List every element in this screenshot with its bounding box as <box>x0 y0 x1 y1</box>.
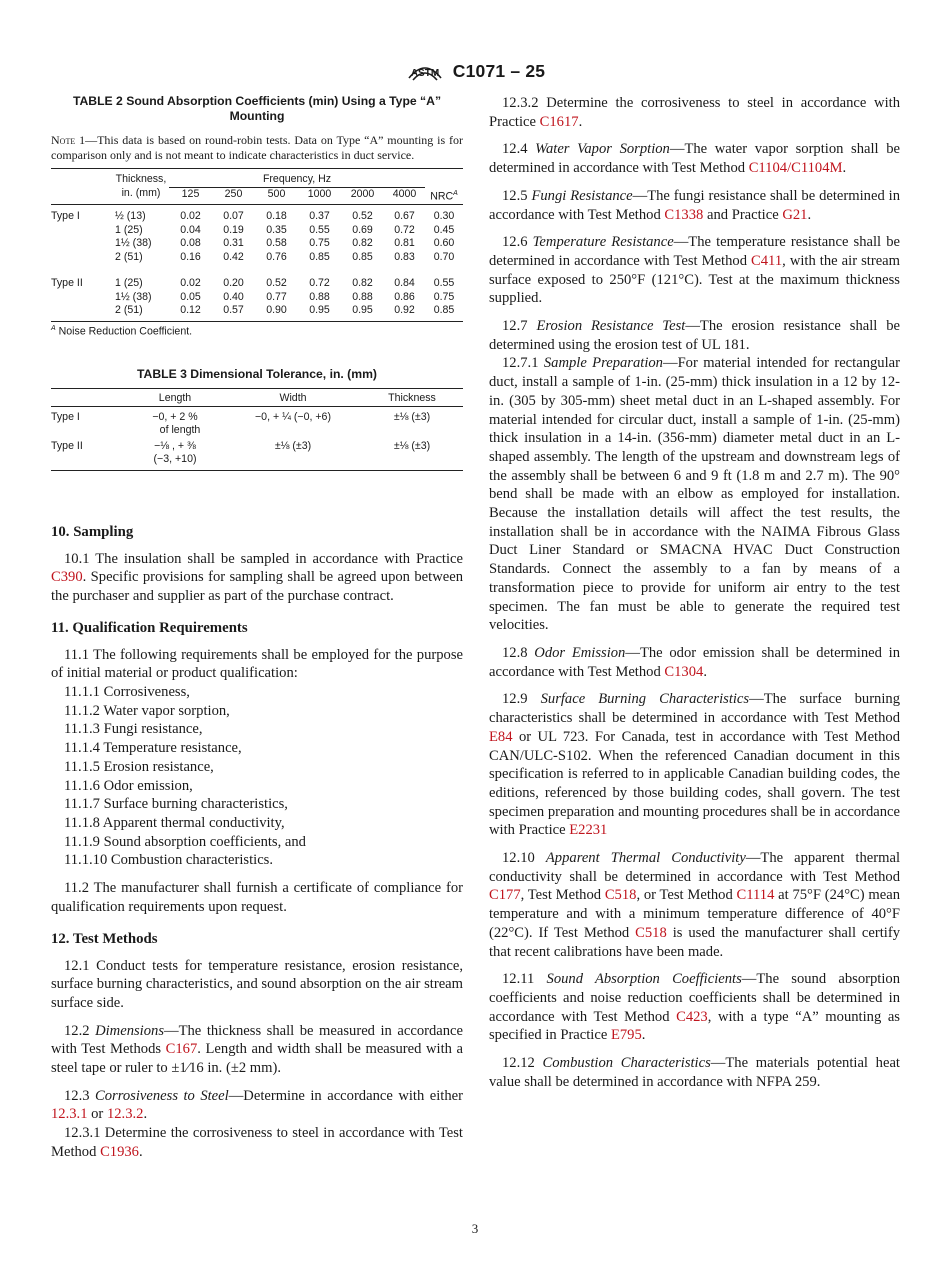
para-12-9: 12.9 Surface Burning Characteristics—The surface burning characteristics shall be determined in accordance with Test Method E84 or UL 723. For Canada, test in accordance with Test Method CAN/ULC-S102. When the referenced Canadian document in this specification is referred to in applicable Canadian building codes, the editions, referenced by those building codes, shall govern. The test specimen preparation and mounting procedures shall be in accordance with Practice E2231 <box>489 691 900 839</box>
para-12-5: 12.5 Fungi Resistance—The fungi resistance shall be determined in accordance with Test Method C1338 and Practice G21. <box>489 187 900 223</box>
table-cell: 0.75 <box>433 290 455 303</box>
list-item: 11.1.3 Fungi resistance, <box>64 721 203 738</box>
list-item: 11.1.6 Odor emission, <box>64 777 193 794</box>
para-12-4: 12.4 Water Vapor Sorption—The water vapor sorption shall be determined in accordance with Test Method C1104/C1104M. <box>489 141 900 177</box>
table2-thickness-header: Thickness, <box>115 173 167 185</box>
table-row <box>51 264 463 291</box>
freq-header: 250 <box>224 187 243 200</box>
section-10-title: 10. Sampling <box>51 523 134 540</box>
table-cell: 0.92 <box>394 304 415 317</box>
ref-c518-link[interactable]: C518 <box>635 924 667 941</box>
table-cell: 0.69 <box>352 223 373 236</box>
table2-note: Note 1—This data is based on round-robin tests. Data on Type “A” mounting is for comparison only and is not meant to indicate characteristics in duct service. <box>51 133 464 162</box>
para-12-10: 12.10 Apparent Thermal Conductivity—The apparent thermal conductivity shall be determined in accordance with Test Method C177, Test Method C518, or Test Method C1114 at 75°F (24°C) mean temperature and with a minimum temperature difference of 40°F (22°C). If Test Method C518 is used the manufacturer shall certify that recent calibrations have been made. <box>489 850 901 960</box>
table-cell: 0.55 <box>309 223 330 236</box>
list-item: 11.1.7 Surface burning characteristics, <box>64 796 288 813</box>
table-cell: 0.84 <box>394 277 415 290</box>
table-cell: 1½ (38) <box>115 290 152 303</box>
table-cell: 0.95 <box>352 304 373 317</box>
ref-c518-link[interactable]: C518 <box>604 887 637 904</box>
list-item: 11.1.1 Corrosiveness, <box>64 684 190 701</box>
table-cell: 0.58 <box>266 237 287 250</box>
ref-c1104-link[interactable]: C1104/C1104M <box>748 160 843 177</box>
table-cell: 0.70 <box>433 250 455 263</box>
table-cell: 0.95 <box>309 304 330 317</box>
table2-frequency-header: Frequency, Hz <box>169 169 425 188</box>
table-row <box>51 205 463 224</box>
ref-e84-link[interactable]: E84 <box>489 728 513 745</box>
section-11-title: 11. Qualification Requirements <box>51 619 248 636</box>
para-11-1: 11.1 The following requirements shall be employed for the purpose of initial material or product qualification: <box>51 646 463 682</box>
table-cell: 0.52 <box>352 210 373 223</box>
para-12-12: 12.12 Combustion Characteristics—The materials potential heat value shall be determined in accordance with NFPA 259. <box>489 1055 900 1090</box>
table-cell: 0.52 <box>266 277 287 290</box>
table-row: Type I −0, + 2 % of length −0, + ¼ (−0, +6) ±⅛ (±3) <box>51 410 431 437</box>
ref-c1304-link[interactable]: C1304 <box>664 663 704 680</box>
row-group-label: Type I <box>51 210 80 223</box>
ref-c1338-link[interactable]: C1338 <box>664 206 704 223</box>
table-cell: 1 (25) <box>115 223 143 236</box>
para-12-3-1: 12.3.1 Determine the corrosiveness to steel in accordance with Test Method C1936. <box>51 1125 463 1160</box>
svg-text:ASTM: ASTM <box>410 68 439 79</box>
table-cell: 0.07 <box>223 210 244 223</box>
table-cell: 0.86 <box>394 290 415 303</box>
table-cell: 0.16 <box>180 250 201 263</box>
table3-header: Thickness <box>388 392 436 405</box>
para-11-2: 11.2 The manufacturer shall furnish a certificate of compliance for qualification requirements upon request. <box>51 880 463 915</box>
ref-c177-link[interactable]: C177 <box>489 887 521 904</box>
table-cell: 0.02 <box>180 210 201 223</box>
para-12-8: 12.8 Odor Emission—The odor emission shall be determined in accordance with Test Method C1304. <box>489 644 900 680</box>
table-cell: 0.08 <box>180 237 201 250</box>
table-cell: 2 (51) <box>115 250 143 263</box>
left-column <box>51 94 463 1162</box>
freq-header: 2000 <box>350 187 375 200</box>
ref-12-3-2-link[interactable]: 12.3.2 <box>106 1106 144 1123</box>
astm-logo-icon <box>405 56 445 86</box>
table2-footnote: $^A$ Noise Reduction Coefficient. <box>51 324 193 338</box>
table3-header: Width <box>279 392 307 405</box>
table-cell: 0.35 <box>266 223 287 236</box>
ref-c1936-link[interactable]: C1936 <box>100 1143 139 1160</box>
ref-c411-link[interactable]: C411 <box>751 252 783 269</box>
table-row <box>51 251 463 265</box>
table-cell: 0.37 <box>309 210 330 223</box>
freq-header: 500 <box>267 187 286 200</box>
section-12-title: 12. Test Methods <box>51 930 158 947</box>
freq-header: 4000 <box>392 187 417 200</box>
para-12-3: 12.3 Corrosiveness to Steel—Determine in accordance with either 12.3.1 or 12.3.2. <box>51 1087 463 1123</box>
row-group-label <box>51 291 113 305</box>
table-cell: 1 (25) <box>115 277 143 290</box>
para-12-7: 12.7 Erosion Resistance Test—The erosion resistance shall be determined using the erosion test of UL 181. <box>489 318 901 353</box>
table-cell: 0.30 <box>433 210 455 223</box>
list-item: 11.1.4 Temperature resistance, <box>64 740 242 757</box>
qualification-list <box>51 683 463 870</box>
row-group-label <box>51 251 113 265</box>
table-cell: 0.88 <box>309 290 330 303</box>
table2-thickness-unit: in. (mm) <box>121 187 161 199</box>
table-cell: 0.02 <box>180 277 201 290</box>
table-row <box>51 304 463 321</box>
row-group-label <box>51 224 113 238</box>
table-row <box>51 237 463 251</box>
list-item: 11.1.10 Combustion characteristics. <box>64 852 274 869</box>
para-12-11: 12.11 Sound Absorption Coefficients—The sound absorption coefficients and noise reduction coefficients shall be determined in accordance with Test Method C423, with a type “A” mounting as specified in Practice E795. <box>489 971 900 1044</box>
table-cell: 0.40 <box>223 290 244 303</box>
table-cell: 0.85 <box>309 250 330 263</box>
table-cell: 0.20 <box>223 277 244 290</box>
table3-header <box>51 389 125 407</box>
nrc-header: $NRC^A$ <box>430 190 458 203</box>
table-cell: 0.76 <box>266 250 287 263</box>
table-cell: 0.12 <box>180 304 201 317</box>
ref-e2231-link[interactable]: E2231 <box>569 822 608 839</box>
page-number: 3 <box>471 1221 479 1236</box>
table-cell: 0.18 <box>266 210 287 223</box>
table-cell: 0.75 <box>309 237 330 250</box>
ref-12-3-1-link[interactable]: 12.3.1 <box>51 1106 88 1123</box>
ref-c423-link[interactable]: C423 <box>676 1008 708 1025</box>
table2 <box>51 168 463 322</box>
table-cell: 0.55 <box>433 277 455 290</box>
table-cell: 0.82 <box>352 277 373 290</box>
ref-c167-link[interactable]: C167 <box>165 1041 198 1058</box>
table-cell: 0.04 <box>180 223 201 236</box>
row-group-label: Type II <box>51 277 83 290</box>
list-item: 11.1.2 Water vapor sorption, <box>64 702 230 719</box>
table-cell: 1½ (38) <box>115 237 152 250</box>
table-cell: 0.67 <box>394 210 415 223</box>
table-cell: 0.81 <box>394 237 415 250</box>
right-column <box>489 94 900 1091</box>
table-cell: 0.83 <box>394 250 415 263</box>
freq-header: 1000 <box>307 187 332 200</box>
table-cell: 0.77 <box>266 290 287 303</box>
list-item: 11.1.9 Sound absorption coefficients, and <box>64 833 306 850</box>
table-cell: 0.42 <box>223 250 244 263</box>
page-header <box>0 56 950 86</box>
table3-header: Length <box>158 392 192 405</box>
standard-designation: C1071 – 25 <box>452 60 546 81</box>
row-group-label <box>51 237 113 251</box>
table-cell: ½ (13) <box>115 210 146 223</box>
para-12-6: 12.6 Temperature Resistance—The temperature resistance shall be determined in accordance with Test Method C411, with the air stream surface exposed to 250°F (121°C). Test at the maximum thickness supplied. <box>489 234 900 307</box>
table2-caption: TABLE 2 Sound Absorption Coefficients (min) Using a Type “A” Mounting <box>72 94 442 123</box>
para-12-2: 12.2 Dimensions—The thickness shall be measured in accordance with Test Methods C167. Length and width shall be measured with a steel tape or ruler to ±1⁄16 in. (±2 mm). <box>51 1022 464 1077</box>
para-12-7-1: 12.7.1 Sample Preparation—For material intended for rectangular duct, install a sample of 1-in. (25-mm) thick insulation in a 12 by 12-in. (305 by 305-mm) sheet metal duct in an L-shaped assembly. For material intended for circular duct, install a sample of 1-in. (25-mm) thick insulation in a 14-in. (356-mm) diameter metal duct in an L-shaped assembly. The length of the upstream and downstream legs of the assembly shall be between 6 and 9 ft (1.8 m and 2.7 m). The 90° bend shall be made with an elbow as employed for installation. Because the installation details will affect the test results, the installation shall be in accordance with the NAIMA Fibrous Glass Duct Liner Standard or SMACNA HVAC Duct Construction Standards. Connect the assembly to a fan by means of a transformation piece to provide for uniform air entry to the test specimen. The fan must be able to generate the required test velocities. <box>489 355 900 634</box>
table-cell: 0.57 <box>223 304 244 317</box>
table-row: Type II −⅛ , + ⅜ (−3, +10) ±⅛ (±3) ±⅛ (±3) <box>51 438 463 471</box>
list-item: 11.1.5 Erosion resistance, <box>64 758 214 775</box>
table-cell: 0.88 <box>352 290 373 303</box>
table-row <box>51 224 463 238</box>
table-cell: 0.82 <box>352 237 373 250</box>
ref-c1617-link[interactable]: C1617 <box>539 113 579 130</box>
table-cell: 0.31 <box>223 237 244 250</box>
para-12-1: 12.1 Conduct tests for temperature resistance, erosion resistance, surface burning characteristics, and sound absorption on the air stream surface side. <box>51 957 463 1011</box>
para-12-3-2: 12.3.2 Determine the corrosiveness to steel in accordance with Practice C1617. <box>489 95 900 130</box>
table-cell: 0.90 <box>266 304 287 317</box>
ref-e795-link[interactable]: E795 <box>610 1027 642 1044</box>
list-item: 11.1.8 Apparent thermal conductivity, <box>64 815 285 831</box>
freq-header: 125 <box>181 187 200 200</box>
table3-caption: TABLE 3 Dimensional Tolerance, in. (mm) <box>137 367 377 382</box>
para-10-1: 10.1 The insulation shall be sampled in accordance with Practice C390. Specific provisions for sampling shall be agreed upon between the purchaser and supplier as part of the purchase contract. <box>51 550 463 604</box>
table3 <box>51 388 463 471</box>
table-row <box>51 291 463 305</box>
table-cell: 0.72 <box>309 277 330 290</box>
table-cell: 0.85 <box>352 250 373 263</box>
table-cell: 0.19 <box>223 223 244 236</box>
ref-g21-link[interactable]: G21 <box>782 206 808 223</box>
table-cell: 0.85 <box>433 304 455 317</box>
table-cell: 2 (51) <box>115 304 143 317</box>
table-cell: 0.45 <box>433 223 455 236</box>
table-cell: 0.72 <box>394 223 415 236</box>
ref-c390-link[interactable]: C390 <box>51 569 83 586</box>
table-cell: 0.60 <box>433 237 455 250</box>
table-cell: 0.05 <box>180 290 201 303</box>
ref-c1114-link[interactable]: C1114 <box>736 887 775 904</box>
row-group-label <box>51 304 113 321</box>
